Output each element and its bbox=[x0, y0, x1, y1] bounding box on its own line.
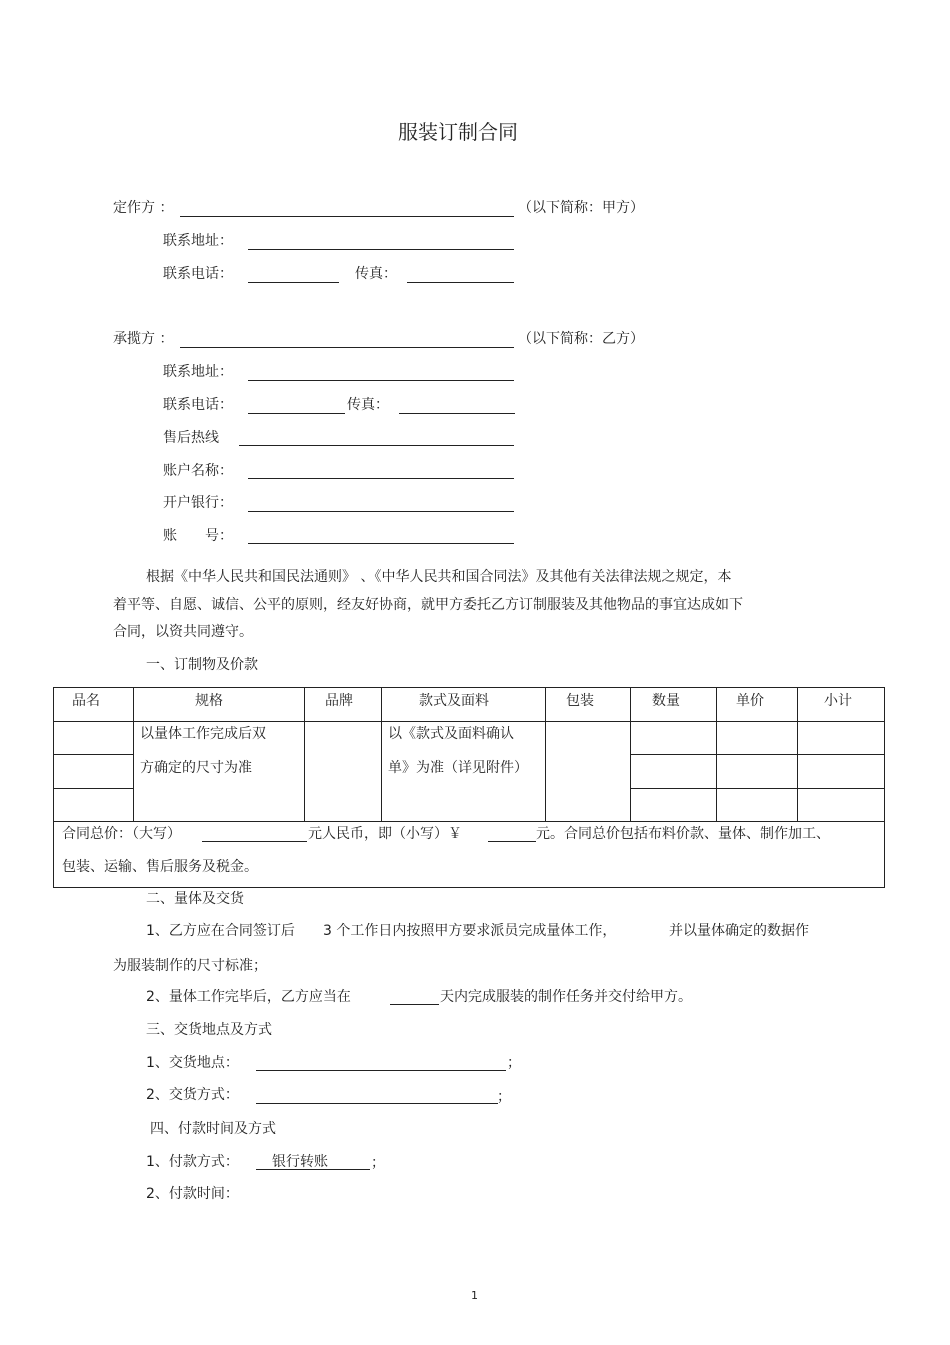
delivery-mode-end: ； bbox=[497, 1089, 511, 1105]
party-a-address-field[interactable] bbox=[248, 249, 514, 250]
table-header-unit-price: 单价 bbox=[736, 693, 764, 709]
party-a-name-field[interactable] bbox=[180, 216, 514, 217]
table-rule bbox=[133, 687, 134, 821]
party-a-alias: （以下简称：甲方） bbox=[518, 200, 644, 216]
table-header-brand: 品牌 bbox=[325, 693, 353, 709]
payment-method-value: 银行转账 bbox=[272, 1154, 328, 1170]
delivery-place-label: 1、交货地点： bbox=[146, 1055, 239, 1071]
page-number: 1 bbox=[471, 1289, 478, 1302]
party-a-label: 定作方 ： bbox=[113, 200, 174, 216]
table-rule bbox=[630, 788, 884, 789]
section-2-item-2a: 2、量体工作完毕后，乙方应当在 bbox=[146, 989, 351, 1005]
total-lowercase-field[interactable] bbox=[488, 841, 536, 842]
table-rule bbox=[53, 821, 885, 822]
table-header-style: 款式及面料 bbox=[419, 693, 489, 709]
table-rule bbox=[304, 687, 305, 821]
party-b-account-name-label: 账户名称： bbox=[163, 463, 233, 479]
party-b-account-no-field[interactable] bbox=[248, 543, 514, 544]
total-price-label: 合同总价：（大写） bbox=[62, 826, 181, 842]
total-uppercase-field[interactable] bbox=[202, 841, 307, 842]
party-b-hotline-label: 售后热线 bbox=[163, 430, 219, 446]
total-price-mid: 元人民币，即（小写）￥ bbox=[308, 826, 462, 842]
table-rule bbox=[716, 687, 717, 821]
section-2-heading: 二、量体及交货 bbox=[146, 891, 244, 907]
table-rule bbox=[797, 687, 798, 821]
payment-method-label: 1、付款方式： bbox=[146, 1154, 239, 1170]
party-b-hotline-field[interactable] bbox=[239, 445, 514, 446]
party-b-account-name-field[interactable] bbox=[248, 478, 514, 479]
party-a-fax-label: 传真： bbox=[355, 266, 397, 282]
section-4-heading: 四、付款时间及方式 bbox=[150, 1121, 276, 1137]
table-rule bbox=[53, 788, 133, 789]
spec-text-line-1: 以量体工作完成后双 bbox=[140, 726, 266, 742]
style-text-line-1: 以《款式及面料确认 bbox=[388, 726, 514, 742]
delivery-place-end: ； bbox=[507, 1055, 521, 1071]
party-b-fax-field[interactable] bbox=[399, 413, 515, 414]
party-b-label: 承揽方 ： bbox=[113, 331, 174, 347]
table-rule bbox=[630, 754, 884, 755]
table-header-name: 品名 bbox=[72, 693, 100, 709]
party-a-address-label: 联系地址： bbox=[163, 233, 233, 249]
party-b-name-field[interactable] bbox=[180, 347, 514, 348]
section-2-item-1c: 并以量体确定的数据作 bbox=[669, 923, 809, 939]
section-2-item-1b: 3 个工作日内按照甲方要求派员完成量体工作， bbox=[323, 923, 617, 939]
total-price-line-2: 包装、运输、售后服务及税金。 bbox=[62, 859, 258, 875]
delivery-mode-label: 2、交货方式： bbox=[146, 1087, 239, 1103]
party-a-phone-label: 联系电话： bbox=[163, 266, 233, 282]
spec-text-line-2: 方确定的尺寸为准 bbox=[140, 760, 252, 776]
payment-method-end: ； bbox=[371, 1155, 385, 1171]
party-b-phone-field[interactable] bbox=[248, 413, 345, 414]
table-header-quantity: 数量 bbox=[652, 693, 680, 709]
party-b-alias: （以下简称：乙方） bbox=[518, 331, 644, 347]
payment-method-field[interactable] bbox=[256, 1169, 370, 1170]
table-header-subtotal: 小计 bbox=[824, 693, 852, 709]
table-rule bbox=[53, 754, 133, 755]
party-b-phone-label: 联系电话： bbox=[163, 397, 233, 413]
table-header-packaging: 包装 bbox=[566, 693, 594, 709]
section-1-heading: 一、订制物及价款 bbox=[146, 657, 258, 673]
section-3-heading: 三、交货地点及方式 bbox=[146, 1022, 272, 1038]
delivery-days-field[interactable] bbox=[390, 1004, 439, 1005]
intro-line-3: 合同，以资共同遵守。 bbox=[113, 624, 253, 640]
table-rule bbox=[630, 687, 631, 821]
party-b-account-no-label: 账 号： bbox=[163, 528, 233, 544]
section-2-item-1a: 1、乙方应在合同签订后 bbox=[146, 923, 295, 939]
payment-time-label: 2、付款时间： bbox=[146, 1186, 239, 1202]
party-b-bank-label: 开户银行： bbox=[163, 495, 233, 511]
party-b-fax-label: 传真： bbox=[347, 397, 389, 413]
party-b-bank-field[interactable] bbox=[248, 511, 514, 512]
party-b-address-field[interactable] bbox=[248, 380, 514, 381]
table-rule bbox=[53, 721, 885, 722]
table-rule bbox=[545, 687, 546, 821]
intro-line-2: 着平等、自愿、诚信、公平的原则，经友好协商，就甲方委托乙方订制服装及其他物品的事宜达成如下 bbox=[113, 597, 743, 613]
delivery-place-field[interactable] bbox=[256, 1070, 506, 1071]
party-b-address-label: 联系地址： bbox=[163, 364, 233, 380]
section-2-item-1d: 为服装制作的尺寸标准； bbox=[113, 958, 267, 974]
page-title: 服装订制合同 bbox=[398, 120, 518, 144]
table-rule bbox=[381, 687, 382, 821]
delivery-mode-field[interactable] bbox=[256, 1103, 498, 1104]
total-price-tail: 元。合同总价包括布料价款、量体、制作加工、 bbox=[536, 826, 830, 842]
party-a-fax-field[interactable] bbox=[407, 282, 514, 283]
intro-line-1: 根据《中华人民共和国民法通则》 、《中华人民共和国合同法》及其他有关法律法规之规定，本 bbox=[146, 569, 732, 585]
style-text-line-2: 单》为准（详见附件） bbox=[388, 760, 528, 776]
party-a-phone-field[interactable] bbox=[248, 282, 339, 283]
section-2-item-2b: 天内完成服装的制作任务并交付给甲方。 bbox=[440, 989, 692, 1005]
table-header-spec: 规格 bbox=[195, 693, 223, 709]
